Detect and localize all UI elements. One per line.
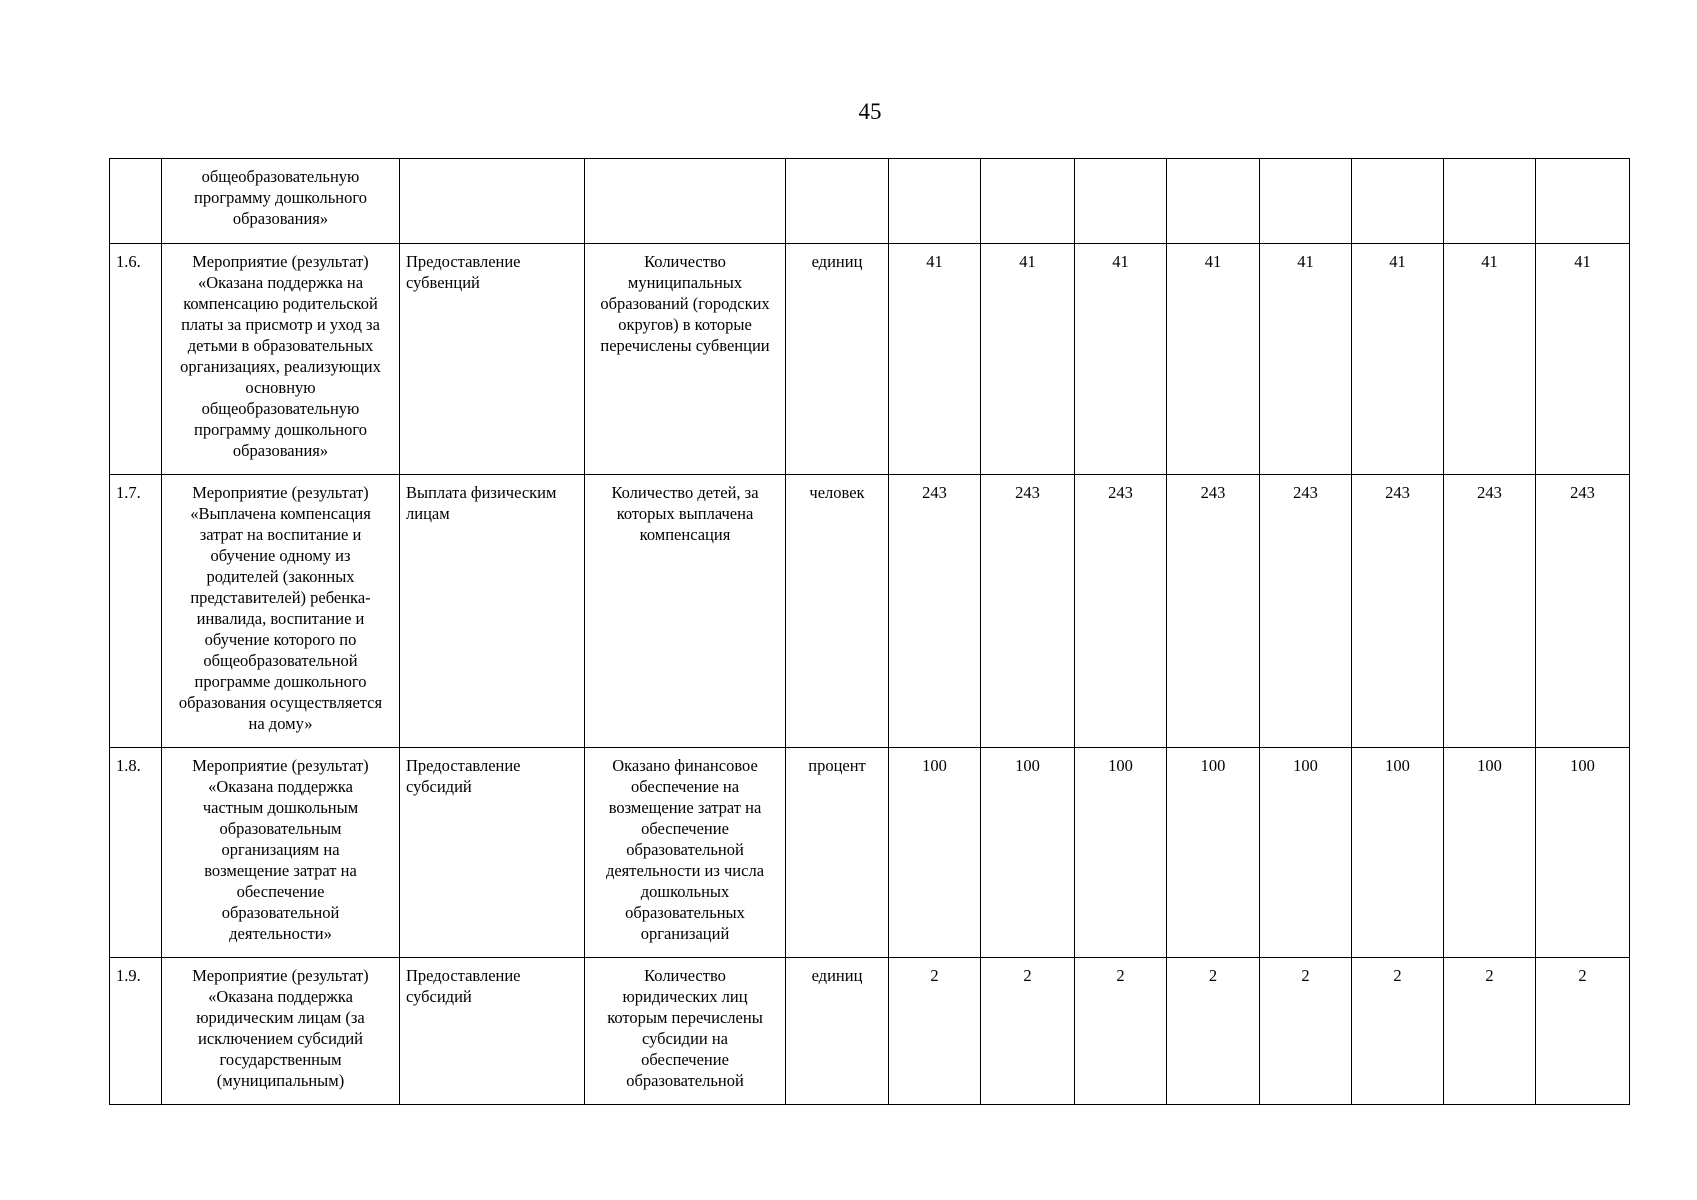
value-cell (1536, 958, 1630, 1105)
unit-cell-text: человек (809, 483, 865, 502)
value-cell (1352, 159, 1444, 244)
unit-cell (786, 958, 889, 1105)
event-name-cell-text: Мероприятие (результат) «Оказана поддержка частным дошкольным образовательным организациям на возмещение затрат на обеспечение образовательной деятельности» (192, 756, 369, 943)
event-name-cell (162, 244, 400, 475)
value-text: 243 (1015, 483, 1040, 502)
value-text: 41 (1204, 252, 1222, 271)
unit-cell (786, 475, 889, 748)
page-number: 45 (858, 99, 882, 124)
value-cell (1167, 159, 1260, 244)
value-cell (1352, 958, 1444, 1105)
unit-cell (786, 748, 889, 958)
value-cell (1352, 748, 1444, 958)
row-number-cell-text: 1.9. (116, 966, 141, 985)
value-text: 2 (1208, 966, 1218, 985)
value-text: 243 (1293, 483, 1318, 502)
value-text: 100 (1200, 756, 1226, 775)
event-name-cell (162, 748, 400, 958)
row-number-cell (110, 748, 162, 958)
event-name-cell-text: Мероприятие (результат) «Оказана поддержка на компенсацию родительской платы за присмотр и уход за детьми в образовательных организациях, реализующих основную общеобразовательную программу дошкольного образования» (180, 252, 381, 460)
value-cell (1444, 159, 1536, 244)
indicator-cell-text: Количество детей, за которых выплачена компенсация (611, 483, 759, 544)
value-cell (1444, 475, 1536, 748)
value-cell (889, 159, 981, 244)
value-cell (1260, 244, 1352, 475)
event-name-cell (162, 475, 400, 748)
table-row (110, 244, 1630, 475)
value-cell (889, 958, 981, 1105)
value-text: 243 (1200, 483, 1226, 502)
value-cell (1075, 958, 1167, 1105)
event-type-cell (400, 748, 585, 958)
value-cell (1167, 748, 1260, 958)
value-text: 41 (1019, 252, 1036, 271)
value-text: 2 (1301, 966, 1310, 985)
row-number-cell (110, 958, 162, 1105)
value-text: 100 (1385, 756, 1410, 775)
value-text: 41 (1297, 252, 1314, 271)
value-cell (1444, 748, 1536, 958)
event-type-cell-text: Выплата физическим лицам (406, 483, 557, 523)
value-cell (981, 958, 1075, 1105)
value-cell (981, 159, 1075, 244)
value-text: 2 (1116, 966, 1125, 985)
value-text: 100 (1293, 756, 1318, 775)
row-number-cell (110, 159, 162, 244)
value-cell (1260, 159, 1352, 244)
value-text: 243 (1108, 483, 1133, 502)
unit-cell-text: единиц (811, 252, 863, 271)
value-cell (1075, 748, 1167, 958)
table-body (110, 159, 1630, 1105)
value-text: 100 (1477, 756, 1502, 775)
value-cell (1260, 475, 1352, 748)
results-table (109, 158, 1630, 1105)
value-cell (889, 748, 981, 958)
value-cell (1260, 958, 1352, 1105)
value-text: 41 (1481, 252, 1498, 271)
value-cell (981, 748, 1075, 958)
event-type-cell-text: Предоставление субвенций (406, 252, 521, 292)
unit-cell-text: единиц (811, 966, 863, 985)
unit-cell-text: процент (808, 756, 866, 775)
value-cell (1444, 244, 1536, 475)
value-cell (981, 244, 1075, 475)
value-cell (1536, 244, 1630, 475)
table-row (110, 475, 1630, 748)
value-cell (981, 475, 1075, 748)
value-text: 41 (1112, 252, 1129, 271)
value-cell (1536, 475, 1630, 748)
table-row (110, 159, 1630, 244)
value-cell (1075, 159, 1167, 244)
table-row (110, 958, 1630, 1105)
value-text: 41 (1389, 252, 1406, 271)
event-name-cell (162, 159, 400, 244)
value-cell (1352, 244, 1444, 475)
value-text: 2 (1023, 966, 1032, 985)
event-type-cell (400, 159, 585, 244)
value-text: 41 (926, 252, 943, 271)
value-cell (1167, 958, 1260, 1105)
indicator-cell-text: Оказано финансовое обеспечение на возмещение затрат на обеспечение образовательной деятельности из числа дошкольных образовательных организаций (605, 756, 765, 943)
value-cell (1352, 475, 1444, 748)
value-text: 2 (1393, 966, 1402, 985)
value-text: 2 (1485, 966, 1494, 985)
value-cell (889, 244, 981, 475)
indicator-cell (585, 159, 786, 244)
value-cell (1536, 159, 1630, 244)
event-type-cell (400, 244, 585, 475)
event-type-cell (400, 475, 585, 748)
indicator-cell (585, 244, 786, 475)
value-cell (889, 475, 981, 748)
event-type-cell-text: Предоставление субсидий (406, 756, 521, 796)
row-number-cell (110, 475, 162, 748)
value-text: 243 (1570, 483, 1595, 502)
value-cell (1075, 475, 1167, 748)
unit-cell (786, 159, 889, 244)
value-text: 243 (922, 483, 947, 502)
event-name-cell-text: Мероприятие (результат) «Выплачена компенсация затрат на воспитание и обучение одному из родителей (законных представителей) ребенка- инвалида, воспитание и обучение которого по общеобразовательной программе дошкольного образования осуществляется на дому» (178, 483, 383, 733)
row-number-cell (110, 244, 162, 475)
value-cell (1167, 475, 1260, 748)
value-text: 2 (1578, 966, 1587, 985)
value-text: 2 (930, 966, 939, 985)
value-text: 41 (1574, 252, 1591, 271)
event-name-cell-text: общеобразовательную программу дошкольного образования» (194, 167, 367, 228)
value-cell (1075, 244, 1167, 475)
value-text: 243 (1477, 483, 1502, 502)
row-number-cell-text: 1.6. (116, 252, 141, 271)
event-type-cell (400, 958, 585, 1105)
indicator-cell (585, 475, 786, 748)
indicator-cell-text: Количество муниципальных образований (городских округов) в которые перечислены субвенции (600, 252, 770, 355)
event-name-cell-text: Мероприятие (результат) «Оказана поддержка юридическим лицам (за исключением субсидий государственным (муниципальным) (192, 966, 369, 1090)
event-type-cell-text: Предоставление субсидий (406, 966, 521, 1006)
table-row (110, 748, 1630, 958)
indicator-cell (585, 748, 786, 958)
row-number-cell-text: 1.7. (116, 483, 141, 502)
event-name-cell (162, 958, 400, 1105)
value-text: 100 (1108, 756, 1133, 775)
value-cell (1167, 244, 1260, 475)
value-cell (1536, 748, 1630, 958)
value-text: 100 (1015, 756, 1040, 775)
indicator-cell-text: Количество юридических лиц которым перечислены субсидии на обеспечение образовательной (607, 966, 763, 1090)
indicator-cell (585, 958, 786, 1105)
value-cell (1444, 958, 1536, 1105)
value-text: 100 (922, 756, 947, 775)
row-number-cell-text: 1.8. (116, 756, 141, 775)
value-cell (1260, 748, 1352, 958)
unit-cell (786, 244, 889, 475)
value-text: 243 (1385, 483, 1410, 502)
value-text: 100 (1570, 756, 1595, 775)
